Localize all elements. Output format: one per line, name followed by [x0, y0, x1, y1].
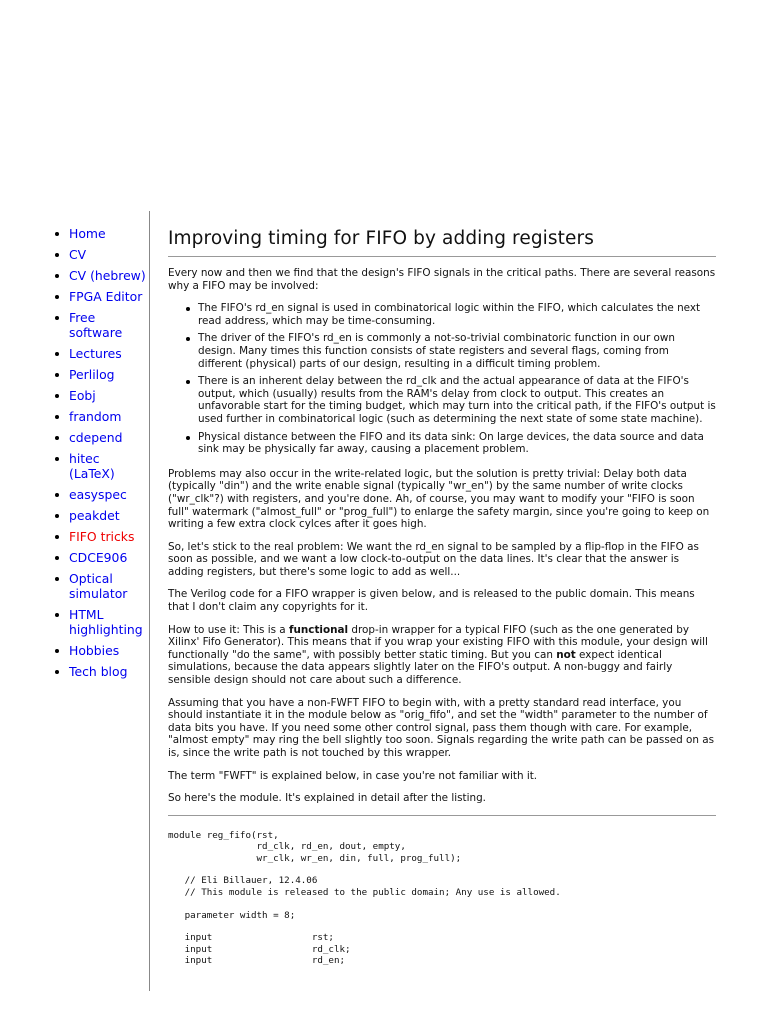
sidebar-link[interactable]: cdepend — [69, 430, 123, 445]
sidebar-link[interactable]: CV — [69, 247, 87, 262]
verilog-paragraph: The Verilog code for a FIFO wrapper is given below, and is released to the public domain. This means that I don't claim any copyrights for it. — [168, 588, 695, 614]
sidebar-item — [52, 346, 148, 361]
list-item: The FIFO's rd_en signal is used in combinatorical logic within the FIFO, which calculates the next read address, which may be time-consuming. — [198, 302, 716, 327]
code-divider — [168, 815, 716, 816]
sidebar-link[interactable]: Perlilog — [69, 367, 115, 382]
module-intro-paragraph: So here's the module. It's explained in detail after the listing. — [168, 792, 486, 805]
sidebar-link[interactable]: Tech blog — [69, 664, 128, 679]
list-item: Physical distance between the FIFO and its data sink: On large devices, the data source and data sink may be physically far away, causing a placement problem. — [198, 431, 716, 456]
sidebar-link[interactable]: CDCE906 — [69, 550, 128, 565]
sidebar-item — [52, 451, 148, 481]
sidebar-link[interactable]: Optical simulator — [69, 571, 128, 601]
sidebar-link[interactable]: FIFO tricks — [69, 529, 135, 544]
howto-text: drop-in wrapper for a typical FIFO (such as the one generated by Xilinx' Fifo Generator). This means that if you wrap your existing FIFO with this module, your design will functionally "do the same", with possibly better static timing. But you can — [168, 623, 708, 661]
sidebar-item — [52, 571, 148, 601]
assumption-paragraph: Assuming that you have a non-FWFT FIFO to begin with, with a pretty standard read interface, you should instantiate it in the module below as "orig_fifo", and set the "width" parameter to the number of data bits you have. If you need some other control signal, pass them though with care. For example, "almost empty" may ring the bell slightly too soon. Signals regarding the write path can be passed on as is, since the write path is not touched by this wrapper. — [168, 696, 715, 759]
sidebar-divider — [149, 211, 150, 991]
real-problem-paragraph: So, let's stick to the real problem: We want the rd_en signal to be sampled by a flip-flop in the FIFO as soon as possible, and we want a low clock-to-output on the data lines. It's clear that the answer is adding registers, but there's some logic to add as well... — [168, 540, 699, 578]
sidebar-item — [52, 529, 148, 544]
sidebar-item — [52, 268, 148, 283]
sidebar-link[interactable]: Hobbies — [69, 643, 120, 658]
sidebar-item — [52, 367, 148, 382]
sidebar-item — [52, 643, 148, 658]
sidebar-link[interactable]: frandom — [69, 409, 122, 424]
article — [168, 224, 716, 967]
sidebar-link[interactable]: Home — [69, 226, 106, 241]
sidebar-link[interactable]: FPGA Editor — [69, 289, 143, 304]
sidebar-item — [52, 430, 148, 445]
reasons-list — [168, 302, 716, 456]
sidebar-item — [52, 247, 148, 262]
howto-bold-functional: functional — [288, 623, 349, 636]
intro-paragraph: Every now and then we find that the design's FIFO signals in the critical paths. There are several reasons why a FIFO may be involved: — [168, 267, 716, 292]
sidebar-item — [52, 550, 148, 565]
sidebar-item — [52, 487, 148, 502]
sidebar-link[interactable]: hitec (LaTeX) — [69, 451, 115, 481]
sidebar-link[interactable]: Eobj — [69, 388, 96, 403]
sidebar-item — [52, 409, 148, 424]
list-item: There is an inherent delay between the rd_clk and the actual appearance of data at the FIFO's output, which (usually) results from the RAM's delay from clock to output. This creates an unfavorable start for the timing budget, which may turn into the critical path, if the FIFO's output is used further in combinatorical logic (such as determining the next state of some state machine). — [198, 375, 716, 425]
sidebar-nav — [52, 226, 148, 685]
sidebar-link[interactable]: Lectures — [69, 346, 122, 361]
sidebar-link[interactable]: CV (hebrew) — [69, 268, 146, 283]
howto-text: expect identical simulations, because the data appears slightly later on the FIFO's output. A non-buggy and fairly sensible design should not care about such a difference. — [168, 648, 673, 687]
sidebar-link[interactable]: peakdet — [69, 508, 120, 523]
sidebar-item — [52, 310, 148, 340]
write-logic-paragraph: Problems may also occur in the write-related logic, but the solution is pretty trivial: Delay both data (typically "din") and the write enable signal (typically "wr_en") by the same number of write clocks ("wr_clk"?) with registers, and you're done. Ah, of course, you may want to modify your "FIFO is soon full" watermark ("almost_full" or "prog_full") to enlarge the safety margin, since you're going to keep on writing a few extra clock cylces after it goes high. — [168, 467, 710, 531]
fwft-paragraph: The term "FWFT" is explained below, in case you're not familiar with it. — [168, 769, 538, 782]
sidebar-item — [52, 226, 148, 241]
sidebar-item — [52, 607, 148, 637]
sidebar-link[interactable]: easyspec — [69, 487, 127, 502]
list-item: The driver of the FIFO's rd_en is commonly a not-so-trivial combinatoric function in our own design. Many times this function consists of state registers and several flags, coming from different (physical) parts of our design, resulting in a difficult timing problem. — [198, 332, 716, 370]
sidebar-item — [52, 388, 148, 403]
code-listing: module reg_fifo(rst, rd_clk, rd_en, dout, empty, wr_clk, wr_en, din, full, prog_full); // Eli Billauer, 12.4.06 // This module is released to the public domain; Any use is allowed. parameter width = 8; input rst; input rd_clk; input rd_en; — [168, 829, 561, 967]
sidebar-link[interactable]: Free software — [69, 310, 123, 340]
howto-bold-not: not — [556, 648, 576, 661]
sidebar-item — [52, 664, 148, 679]
howto-paragraph — [168, 624, 716, 687]
howto-text: How to use it: This is a — [168, 623, 289, 636]
sidebar-item — [52, 289, 148, 304]
sidebar-item — [52, 508, 148, 523]
sidebar-link[interactable]: HTML highlighting — [69, 607, 143, 637]
page-title: Improving timing for FIFO by adding registers — [168, 228, 716, 257]
